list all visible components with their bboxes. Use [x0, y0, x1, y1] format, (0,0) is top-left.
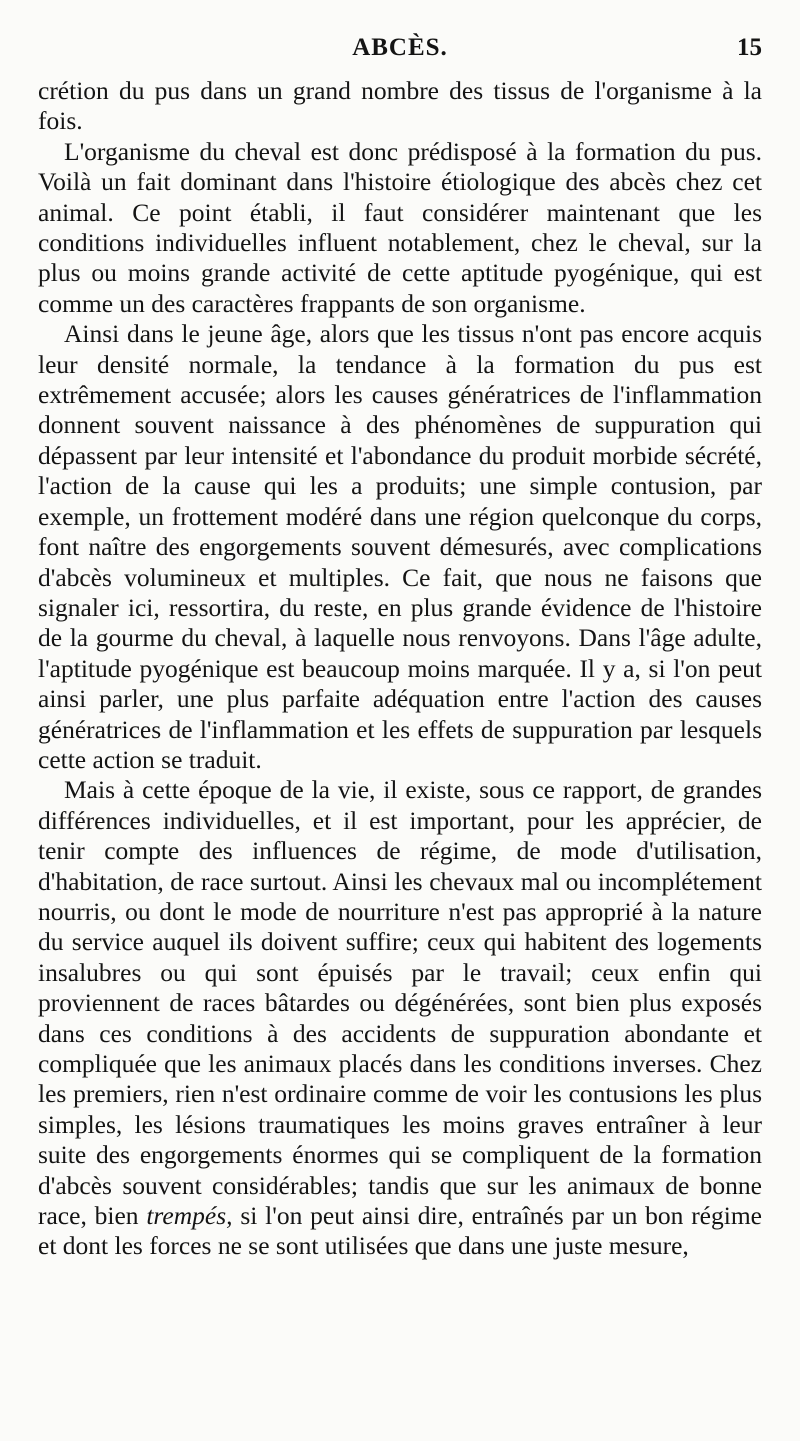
paragraph-4-italic-word: trempés,: [146, 1201, 233, 1231]
paragraph-4-text-start: Mais à cette époque de la vie, il existe, sous ce rapport, de grandes différences individuelles, et il est important, pour les apprécier, de tenir compte des influences de régime, de mode d'utilisation, d'habitation, de race surtout. Ainsi les chevaux mal ou incomplétement nourris, ou dont le mode de nourriture n'est pas approprié à la nature du service auquel ils doivent suffire; ceux qui habitent des logements insalubres ou qui sont épuisés par le travail; ceux enfin qui proviennent de races bâtardes ou dégénérées, sont bien plus exposés dans ces conditions à des accidents de suppuration abondante et compliquée que les animaux placés dans les conditions inverses. Chez les premiers, rien n'est ordinaire comme de voir les contusions les plus simples, les lésions traumatiques les moins graves entraîner à leur suite des engorgements énormes qui se compliquent de la formation d'abcès souvent considérables; tandis que sur les animaux de bonne race, bien: [38, 775, 762, 1231]
running-title: ABCÈS.: [352, 34, 448, 61]
running-header: [38, 30, 762, 66]
body-text: [38, 76, 762, 1262]
paragraph-3: Ainsi dans le jeune âge, alors que les tissus n'ont pas encore acquis leur densité normale, la tendance à la formation du pus est extrêmement accusée; alors les causes génératrices de l'inflammation donnent souvent naissance à des phénomènes de suppuration qui dépassent par leur intensité et l'abondance du produit morbide sécrété, l'action de la cause qui les a produits; une simple contusion, par exemple, un frottement modéré dans une région quelconque du corps, font naître des engorgements souvent démesurés, avec complications d'abcès volumineux et multiples. Ce fait, que nous ne faisons que signaler ici, ressortira, du reste, en plus grande évidence de l'histoire de la gourme du cheval, à laquelle nous renvoyons. Dans l'âge adulte, l'aptitude pyogénique est beaucoup moins marquée. Il y a, si l'on peut ainsi parler, une plus parfaite adéquation entre l'action des causes génératrices de l'inflammation et les effets de suppuration par lesquels cette action se traduit.: [38, 319, 762, 774]
paragraph-4: [38, 775, 762, 1262]
paragraph-4-text-end: si l'on peut ainsi dire, entraînés par un bon régime et dont les forces ne se sont utilisées que dans une juste mesure,: [38, 1201, 762, 1261]
page-number: 15: [737, 34, 762, 61]
paragraph-2: L'organisme du cheval est donc prédisposé à la formation du pus. Voilà un fait dominant dans l'histoire étiologique des abcès chez cet animal. Ce point établi, il faut considérer maintenant que les conditions individuelles influent notablement, chez le cheval, sur la plus ou moins grande activité de cette aptitude pyogénique, qui est comme un des caractères frappants de son organisme.: [38, 136, 762, 318]
paragraph-1: crétion du pus dans un grand nombre des tissus de l'organisme à la fois.: [38, 76, 762, 136]
